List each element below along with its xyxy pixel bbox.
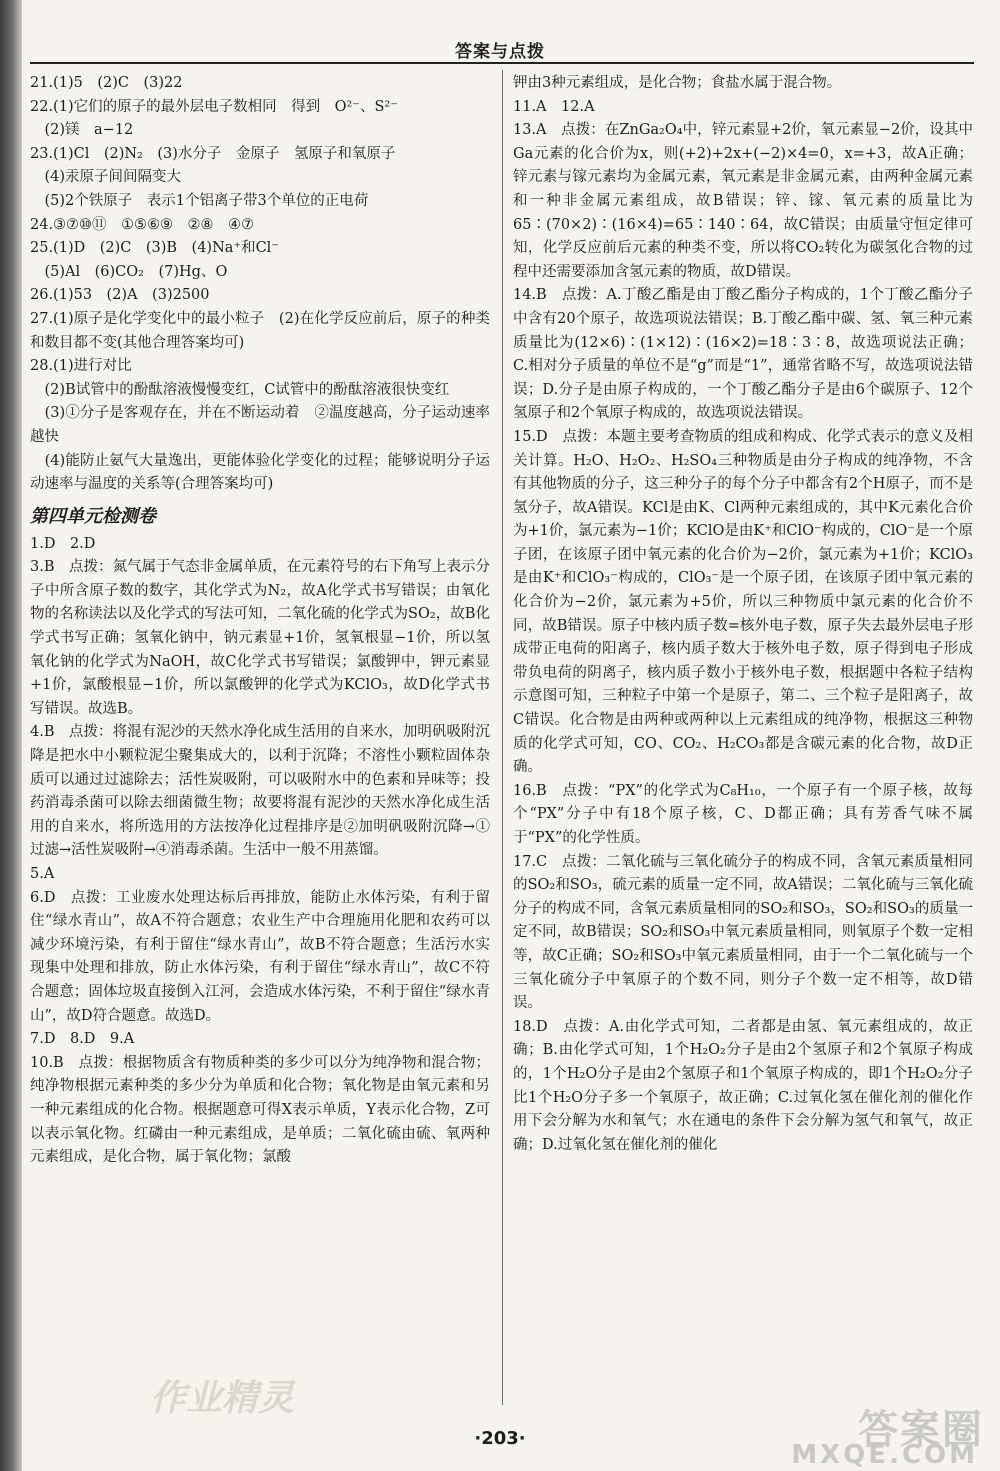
answer-26: 26.(1)53 (2)A (3)2500 xyxy=(30,287,210,304)
section-title: 第四单元检测卷 xyxy=(30,505,156,527)
answer-28: 28.(1)进行对比 xyxy=(30,358,132,375)
answer-16: 16.B 点拨：“PX”的化学式为C₈H₁₀，一个原子有一个原子核，故每个“PX”分子中有18个原子核，C、D都正确；具有芳香气味不属于“PX”的化学性质。 xyxy=(513,782,973,846)
answer-24: 24.③⑦⑩⑪ ①⑤⑥⑨ ②⑧ ④⑦ xyxy=(30,216,255,233)
answer-13: 13.A 点拨：在ZnGa₂O₄中，锌元素显+2价，氧元素显−2价，设其中Ga元素的化合价为x，则(+2)+2x+(−2)×4=0，x=+3，故A正确；锌元素与镓元素均为金属元素，氧元素是非金属元素，由两种金属元素和一种非金属元素组成，故B错误；锌、镓、氧元素的质量比为65∶(70×2)∶(16×4)=65∶140∶64，故C错误；由质量守恒定律可知，化学反应前后元素的种类不变，所以将CO₂转化为碳氢化合物的过程中还需要添加含氢元素的物质，故D错误。 xyxy=(513,122,973,280)
answer-25-part5: (5)Al (6)CO₂ (7)Hg、O xyxy=(30,263,228,280)
answer-23: 23.(1)Cl (2)N₂ (3)水分子 金原子 氢原子和氧原子 xyxy=(30,145,396,162)
answer-14: 14.B 点拨：A.丁酸乙酯是由丁酸乙酯分子构成的，1个丁酸乙酯分子中含有20个原子，故选项说法错误；B.丁酸乙酯中碳、氢、氧三种元素质量比为(12×6)∶(1×12)∶(16×2)=18∶3∶8，故选项说法正确；C.相对分子质量的单位不是“g”而是“1”，通常省略不写，故选项说法错误；D.分子是由原子构成的，一个丁酸乙酯分子是由6个碳原子、12个氢原子和2个氧原子构成的，故选项说法错误。 xyxy=(513,287,973,422)
right-column xyxy=(513,72,973,1157)
answer-4: 4.B 点拨：将混有泥沙的天然水净化成生活用的自来水，加明矾吸附沉降是把水中小颗粒泥尘聚集成大的，以利于沉降；不溶性小颗粒固体杂质可以通过过滤除去；活性炭吸附，可以吸附水中的色素和异味等；投药消毒杀菌可以除去细菌微生物；故要将混有泥沙的天然水净化成生活用的自来水，将所选用的方法按净化过程排序是②加明矾吸附沉降→①过滤→活性炭吸附→④消毒杀菌。生活中一般不用蒸馏。 xyxy=(30,724,490,859)
page-header-title: 答案与点拨 xyxy=(455,42,545,62)
answer-18: 18.D 点拨：A.由化学式可知，二者都是由氢、氧元素组成的，故正确；B.由化学式可知，1个H₂O₂分子是由2个氢原子和2个氧原子构成的，1个H₂O分子是由2个氢原子和1个氧原子构成的，即1个H₂O₂分子比1个H₂O分子多一个氧原子，故正确；C.过氧化氢在催化剂的催化作用下会分解为水和氧气；水在通电的条件下会分解为氢气和氧气，故正确；D.过氧化氢在催化剂的催化 xyxy=(513,1018,973,1153)
stamp-watermark: 作业精灵 xyxy=(150,1378,295,1419)
answer-1-2: 1.D 2.D xyxy=(30,535,96,552)
answer-25: 25.(1)D (2)C (3)B (4)Na⁺和Cl⁻ xyxy=(30,240,279,257)
answer-15: 15.D 点拨：本题主要考查物质的组成和构成、化学式表示的意义及相关计算。H₂O、H₂O₂、H₂SO₄三种物质是由分子构成的纯净物，不含有其他物质的分子，这三种分子的每个分子中都含有2个H原子，而不是氢分子，故A错误。KCl是由K、Cl两种元素组成的，其中K元素化合价为+1价，氯元素为−1价；KClO是由K⁺和ClO⁻构成的，ClO⁻是一个原子团，在该原子团中氧元素的化合价为−2价，氯元素为+1价；KClO₃是由K⁺和ClO₃⁻构成的，ClO₃⁻是一个原子团，在该原子团中氧元素的化合价为−2价，氯元素为+5价，所以三种物质中氯元素的化合价不同，故B错误。原子中核内质子数=核外电子数，原子失去最外层电子形成带正电荷的阳离子，核内质子数大于核外电子数，原子得到电子形成带负电荷的阴离子，核内质子数小于核外电子数，根据题中各粒子结构示意图可知，三种粒子中第一个是原子，第二、三个粒子是阳离子，故C错误。化合物是由两种或两种以上元素组成的纯净物，根据这三种物质的化学式可知，CO、CO₂、H₂CO₃都是含碳元素的化合物，故D正确。 xyxy=(513,428,973,776)
answer-23-part5: (5)2个铁原子 表示1个铝离子带3个单位的正电荷 xyxy=(30,192,369,209)
page-number: ·203· xyxy=(474,1428,526,1449)
answer-23-part4: (4)汞原子间间隔变大 xyxy=(30,169,182,186)
book-spine-shadow xyxy=(0,0,22,1471)
answer-27: 27.(1)原子是化学变化中的最小粒子 (2)在化学反应前后，原子的种类和数目都不变(其他合理答案均可) xyxy=(30,310,490,351)
domain-watermark: MXQE.COM xyxy=(791,1440,978,1470)
answer-28-part4: (4)能防止氨气大量逸出，更能体验化学变化的过程；能够说明分子运动速率与温度的关系等(合理答案均可) xyxy=(30,452,490,493)
answer-21: 21.(1)5 (2)C (3)22 xyxy=(30,75,183,91)
answer-17: 17.C 点拨：二氧化硫与三氧化硫分子的构成不同，含氧元素质量相同的SO₂和SO₃，硫元素的质量一定不同，故A错误；二氧化硫与三氧化硫分子的构成不同，含氧元素质量相同的SO₂和SO₃，SO₂和SO₃的质量一定不同，故B错误；SO₂和SO₃中氧元素质量相同，则氧原子个数一定相等，故C正确；SO₂和SO₃中氧元素质量相同，由于一个二氧化硫与一个三氧化硫分子中氧原子的个数不同，则分子个数一定不相等，故D错误。 xyxy=(513,853,973,1012)
answer-6: 6.D 点拨：工业废水处理达标后再排放，能防止水体污染，有利于留住“绿水青山”，故A不符合题意；农业生产中合理施用化肥和农药可以减少环境污染，有利于留住“绿水青山”，故B不符合题意；生活污水实现集中处理和排放，防止水体污染，有利于留住“绿水青山”，故C不符合题意；固体垃圾直接倒入江河，会造成水体污染，不利于留住“绿水青山”，故D符合题意。故选D。 xyxy=(30,889,490,1024)
answer-22-part2: (2)镁 a−12 xyxy=(30,122,134,139)
answer-10-continued: 钾由3种元素组成，是化合物；食盐水属于混合物。 xyxy=(513,75,842,91)
answer-28-part2: (2)B试管中的酚酞溶液慢慢变红，C试管中的酚酞溶液很快变红 xyxy=(30,381,450,398)
answer-22: 22.(1)它们的原子的最外层电子数相同 得到 O²⁻、S²⁻ xyxy=(30,98,398,115)
answer-11-12: 11.A 12.A xyxy=(513,98,595,115)
left-column xyxy=(30,72,490,1170)
answer-10: 10.B 点拨：根据物质含有物质种类的多少可以分为纯净物和混合物；纯净物根据元素种类的多少分为单质和化合物；氧化物是由氧元素和另一种元素组成的化合物。根据题意可得X表示单质，Y表示化合物，Z可以表示氧化物。红磷由一种元素组成，是单质；二氧化硫由硫、氧两种元素组成，是化合物，属于氧化物；氯酸 xyxy=(30,1054,490,1166)
answer-28-part3: (3)①分子是客观存在，并在不断运动着 ②温度越高，分子运动速率越快 xyxy=(30,405,490,445)
header-rule xyxy=(30,62,974,64)
brand-watermark: 答案圈 xyxy=(858,1407,984,1453)
column-divider xyxy=(502,70,503,1405)
answer-5: 5.A xyxy=(30,866,55,882)
answer-3: 3.B 点拨：氮气属于气态非金属单质，在元素符号的右下角写上表示分子中所含原子数的数字，其化学式为N₂，故A化学式书写错误；由氧化物的名称读法以及化学式的写法可知，二氧化硫的化学式为SO₂，故B化学式书写正确；氢氧化钠中，钠元素显+1价，氢氧根显−1价，所以氢氧化钠的化学式为NaOH，故C化学式书写错误；氯酸钾中，钾元素显+1价，氯酸根显−1价，所以氯酸钾的化学式为KClO₃，故D化学式书写错误。故选B。 xyxy=(30,559,490,717)
answer-7-9: 7.D 8.D 9.A xyxy=(30,1031,135,1048)
